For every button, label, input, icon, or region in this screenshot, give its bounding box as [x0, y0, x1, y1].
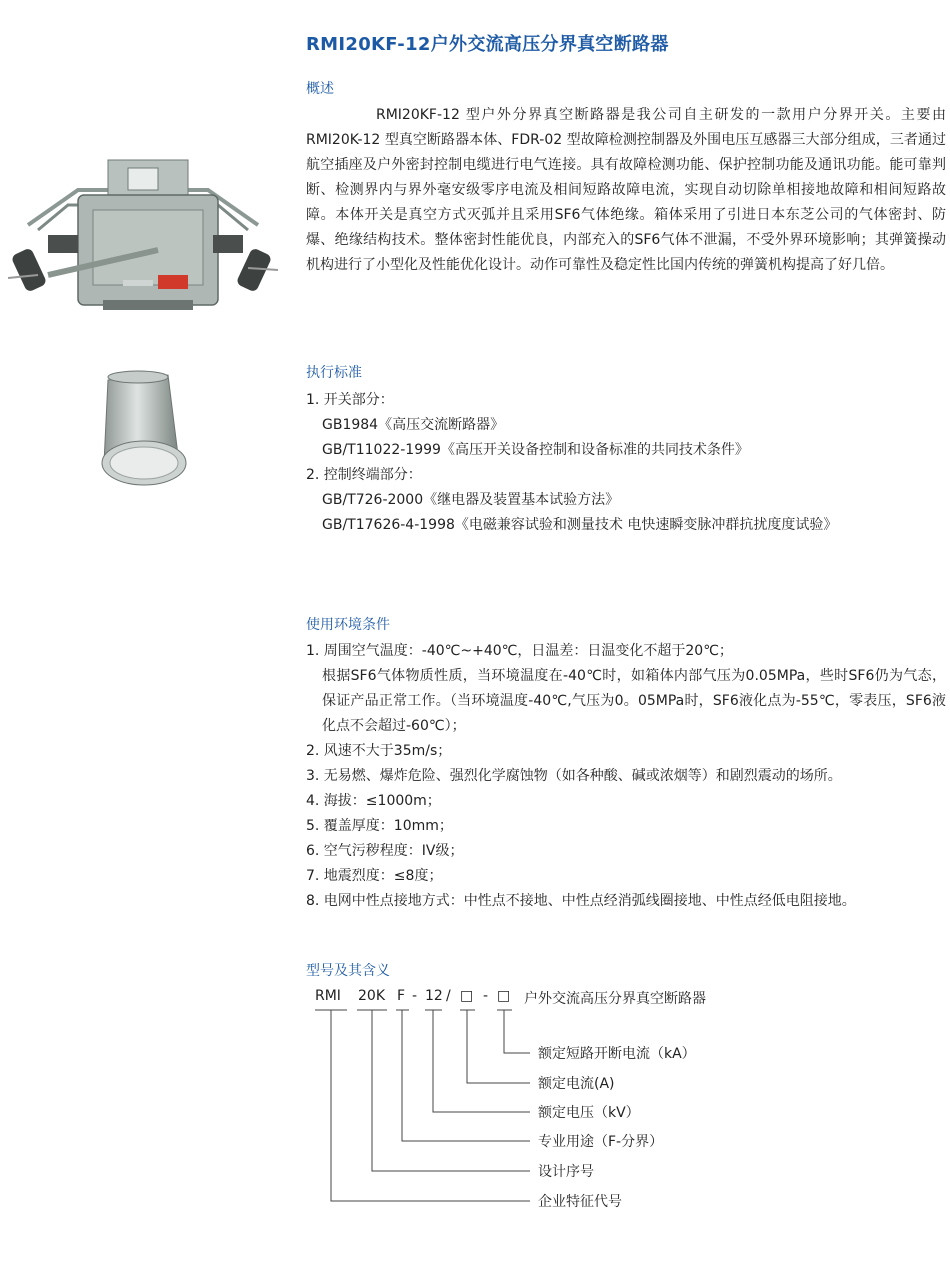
page-title: RMI20KF-12户外交流高压分界真空断路器: [306, 34, 669, 55]
model-meaning-item: 设计序号: [538, 1164, 594, 1180]
environment-list: [306, 639, 946, 914]
circuit-breaker-image: [8, 150, 280, 320]
voltage-transformer-image: [96, 365, 191, 490]
list-item: 5. 覆盖厚度：10mm；: [306, 818, 453, 834]
list-item: 7. 地震烈度：≤8度；: [306, 868, 443, 884]
list-item: 8. 电网中性点接地方式：中性点不接地、中性点经消弧线圈接地、中性点经低电阻接地。: [306, 893, 856, 909]
list-item: GB/T17626-4-1998《电磁兼容试验和测量技术 电快速瞬变脉冲群抗扰度度试验》: [322, 517, 838, 533]
model-meaning-item: 额定短路开断电流（kA）: [538, 1046, 696, 1062]
model-token-20k: 20K: [358, 988, 385, 1004]
list-item: 6. 空气污秽程度：IV级；: [306, 843, 464, 859]
model-product-name: 户外交流高压分界真空断路器: [524, 991, 706, 1007]
list-item: 1. 周围空气温度：-40℃~+40℃，日温差：日温变化不超于20℃；: [306, 643, 733, 659]
model-heading: 型号及其含义: [306, 963, 390, 979]
list-item: GB/T726-2000《继电器及装置基本试验方法》: [322, 492, 620, 508]
standards-list: [306, 388, 946, 538]
model-token-slash: /: [446, 988, 451, 1004]
model-meaning-item: 额定电流(A): [538, 1076, 615, 1092]
standards-heading: 执行标准: [306, 365, 362, 381]
model-meaning-item: 企业特征代号: [538, 1194, 622, 1210]
model-meaning-item: 专业用途（F-分界）: [538, 1134, 664, 1150]
overview-heading: 概述: [306, 81, 334, 97]
model-token-rmi: RMI: [315, 988, 341, 1004]
list-item: GB/T11022-1999《高压开关设备控制和设备标准的共同技术条件》: [322, 442, 749, 458]
list-item: 1. 开关部分：: [306, 392, 394, 408]
list-item: 4. 海拔：≤1000m；: [306, 793, 441, 809]
model-token-f: F: [397, 988, 406, 1004]
list-item: 2. 风速不大于35m/s；: [306, 743, 452, 759]
list-item-continuation: 根据SF6气体物质性质，当环境温度在-40℃时，如箱体内部气压为0.05MPa，些时SF6仍为气态，保证产品正常工作。（当环境温度-40℃,气压为0。05MPa时，SF6液化点为-55℃，零表压，SF6液化点不会超过-60℃）；: [322, 668, 946, 734]
model-token-dash2: -: [483, 988, 489, 1004]
list-item: 2. 控制终端部分：: [306, 467, 422, 483]
model-meaning-item: 额定电压（kV）: [538, 1105, 640, 1121]
model-token-box2: □: [497, 988, 511, 1004]
overview-text: RMI20KF-12 型户外分界真空断路器是我公司自主研发的一款用户分界开关。主要由RMI20K-12 型真空断路器本体、FDR-02 型故障检测控制器及外围电压互感器三大部分组成，三者通过航空插座及户外密封控制电缆进行电气连接。具有故障检测功能、保护控制功能及通讯功能。能可靠判断、检测界内与界外毫安级零序电流及相间短路故障电流，实现自动切除单相接地故障和相间短路故障。本体开关是真空方式灭弧并且采用SF6气体绝缘。箱体采用了引进日本东芝公司的气体密封、防爆、绝缘结构技术。整体密封性能优良，内部充入的SF6气体不泄漏，不受外界环境影响；其弹簧操动机构进行了小型化及性能优化设计。动作可靠性及稳定性比国内传统的弹簧机构提高了好几倍。: [306, 107, 946, 273]
overview-paragraph: [306, 103, 946, 278]
model-token-dash: -: [412, 988, 418, 1004]
list-item: 3. 无易燃、爆炸危险、强烈化学腐蚀物（如各种酸、碱或浓烟等）和剧烈震动的场所。: [306, 768, 842, 784]
environment-heading: 使用环境条件: [306, 617, 390, 633]
list-item: GB1984《高压交流断路器》: [322, 417, 505, 433]
model-token-12: 12: [425, 988, 443, 1004]
model-token-box1: □: [460, 988, 474, 1004]
